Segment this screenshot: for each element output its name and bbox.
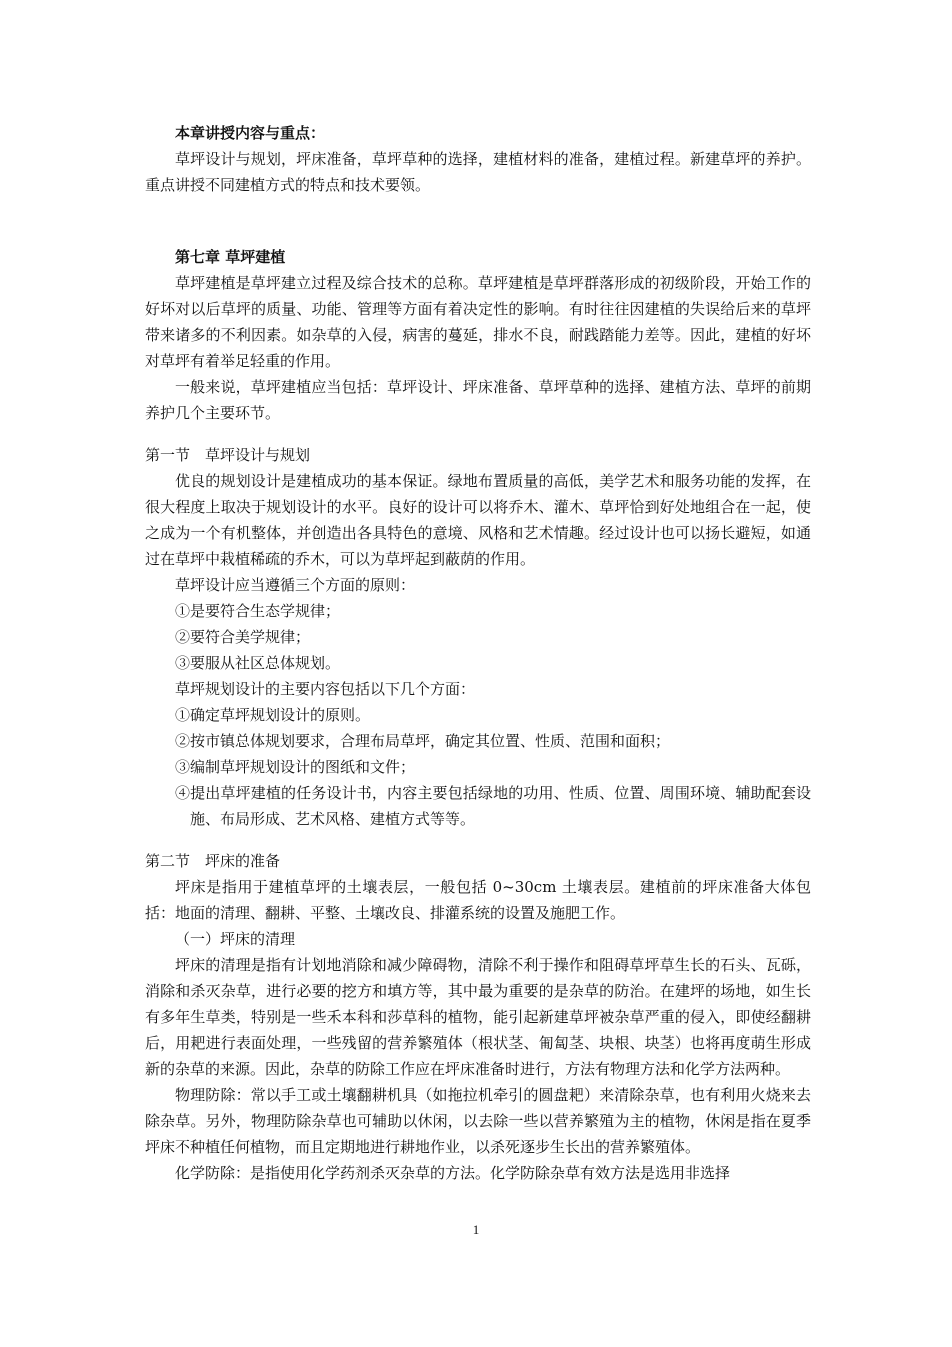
page-content <box>145 120 811 1186</box>
principles-intro: 草坪设计应当遵循三个方面的原则： <box>175 576 416 594</box>
section-2-paragraph-3: 物理防除：常以手工或土壤翻耕机具（如拖拉机牵引的圆盘耙）来清除杂草，也有利用火烧来去除杂草。另外，物理防除杂草也可辅助以休闲，以去除一些以营养繁殖为主的植物，休闲是指在夏季坪床不种植任何植物，而且定期地进行耕地作业，以杀死逐步生长出的营养繁殖体。 <box>145 1086 811 1156</box>
contents-intro: 草坪规划设计的主要内容包括以下几个方面： <box>175 680 476 698</box>
page-number: 1 <box>472 1222 480 1237</box>
section-2-paragraph-4: 化学防除：是指使用化学药剂杀灭杂草的方法。化学防除杂草有效方法是选用非选择 <box>175 1164 731 1182</box>
contents-item-2: ②按市镇总体规划要求，合理布局草坪，确定其位置、性质、范围和面积； <box>175 732 671 750</box>
chapter-title: 第七章 草坪建植 <box>175 248 286 266</box>
chapter-paragraph-1: 草坪建植是草坪建立过程及综合技术的总称。草坪建植是草坪群落形成的初级阶段，开始工作的好坏对以后草坪的质量、功能、管理等方面有着决定性的影响。有时往往因建植的失误给后来的草坪带来诸多的不利因素。如杂草的入侵，病害的蔓延，排水不良，耐践踏能力差等。因此，建植的好坏对草坪有着举足轻重的作用。 <box>145 274 811 370</box>
section-1-title: 第一节 草坪设计与规划 <box>145 446 311 464</box>
chapter-paragraph-2: 一般来说，草坪建植应当包括：草坪设计、坪床准备、草坪草种的选择、建植方法、草坪的前期养护几个主要环节。 <box>145 378 811 422</box>
intro-text: 草坪设计与规划，坪床准备，草坪草种的选择，建植材料的准备，建植过程。新建草坪的养护。重点讲授不同建植方式的特点和技术要领。 <box>145 150 811 194</box>
principle-item-2: ②要符合美学规律； <box>175 628 311 646</box>
spacer <box>145 832 811 848</box>
section-2-title: 第二节 坪床的准备 <box>145 852 281 870</box>
section-1-paragraph-1: 优良的规划设计是建植成功的基本保证。绿地布置质量的高低，美学艺术和服务功能的发挥，在很大程度上取决于规划设计的水平。良好的设计可以将乔木、灌木、草坪恰到好处地组合在一起，使之成为一个有机整体，并创造出各具特色的意境、风格和艺术情趣。经过设计也可以扬长避短，如通过在草坪中栽植稀疏的乔木，可以为草坪起到蔽荫的作用。 <box>145 472 811 568</box>
principle-item-3: ③要服从社区总体规划。 <box>175 654 341 672</box>
contents-item-1: ①确定草坪规划设计的原则。 <box>175 706 371 724</box>
subsection-1-title: （一）坪床的清理 <box>175 930 296 948</box>
intro-heading: 本章讲授内容与重点： <box>175 124 326 142</box>
spacer <box>145 426 811 442</box>
contents-item-4: ④提出草坪建植的任务设计书，内容主要包括绿地的功用、性质、位置、周围环境、辅助配套设施、布局形成、艺术风格、建植方式等等。 <box>175 784 811 828</box>
spacer <box>145 198 811 244</box>
section-2-paragraph-2: 坪床的清理是指有计划地消除和减少障碍物，清除不利于操作和阻碍草坪草生长的石头、瓦砾，消除和杀灭杂草，进行必要的挖方和填方等，其中最为重要的是杂草的防治。在建坪的场地，如生长有多年生草类，特别是一些禾本科和莎草科的植物，能引起新建草坪被杂草严重的侵入，即使经翻耕后，用耙进行表面处理，一些残留的营养繁殖体（根状茎、匍匐茎、块根、块茎）也将再度萌生形成新的杂草的来源。因此，杂草的防除工作应在坪床准备时进行，方法有物理方法和化学方法两种。 <box>145 956 811 1078</box>
principle-item-1: ①是要符合生态学规律； <box>175 602 341 620</box>
contents-item-3: ③编制草坪规划设计的图纸和文件； <box>175 758 416 776</box>
section-2-paragraph-1: 坪床是指用于建植草坪的土壤表层，一般包括 0~30cm 土壤表层。建植前的坪床准备大体包括：地面的清理、翻耕、平整、土壤改良、排灌系统的设置及施肥工作。 <box>145 878 811 922</box>
